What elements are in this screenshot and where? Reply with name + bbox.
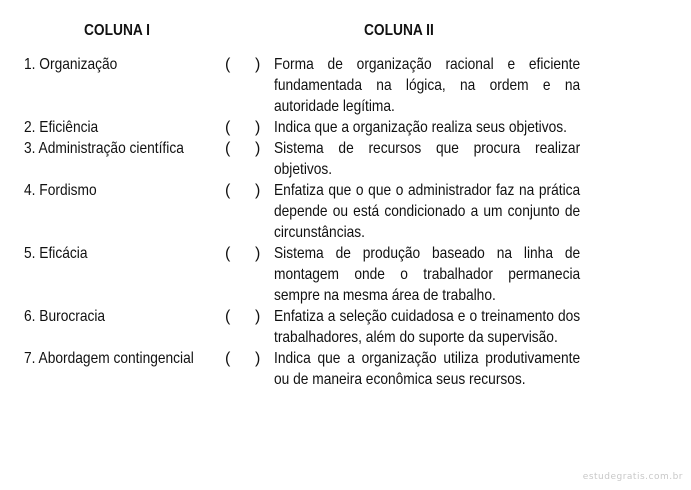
answer-blank-open: ( — [225, 245, 231, 262]
term-label: 6. Burocracia — [24, 308, 106, 325]
matching-row — [24, 138, 584, 180]
definition-text: Enfatiza que o que o administrador faz na prática depende ou está condicionado a um conjunto de circunstâncias. — [274, 182, 581, 241]
term-label: 5. Eficácia — [24, 245, 88, 262]
term-label: 1. Organização — [24, 56, 118, 73]
definition-text: Sistema de recursos que procura realizar objetivos. — [274, 140, 581, 178]
matching-row — [24, 306, 584, 348]
answer-blank-close: ) — [255, 182, 261, 199]
matching-row — [24, 348, 584, 390]
matching-row — [24, 117, 584, 138]
column-2-header: COLUNA II — [364, 22, 434, 39]
answer-blank-close: ) — [255, 308, 261, 325]
term-label: 2. Eficiência — [24, 119, 99, 136]
term-label: 3. Administração científica — [24, 140, 184, 157]
answer-blank-open: ( — [225, 308, 231, 325]
answer-blank-close: ) — [255, 140, 261, 157]
definition-text: Sistema de produção baseado na linha de montagem onde o trabalhador permanecia sempre na mesma área de trabalho. — [274, 245, 581, 304]
matching-row — [24, 243, 584, 306]
definition-text: Indica que a organização realiza seus objetivos. — [274, 119, 567, 136]
definition-text: Enfatiza a seleção cuidadosa e o treinamento dos trabalhadores, além do suporte da supervisão. — [274, 308, 581, 346]
answer-blank-open: ( — [225, 140, 231, 157]
column-1-header: COLUNA I — [84, 22, 150, 39]
answer-blank-open: ( — [225, 182, 231, 199]
answer-blank-open: ( — [225, 119, 231, 136]
answer-blank-close: ) — [255, 350, 261, 367]
answer-blank-close: ) — [255, 119, 261, 136]
answer-blank-close: ) — [255, 245, 261, 262]
term-label: 7. Abordagem contingencial — [24, 350, 194, 367]
matching-row — [24, 180, 584, 243]
matching-row — [24, 54, 584, 117]
answer-blank-open: ( — [225, 350, 231, 367]
term-label: 4. Fordismo — [24, 182, 97, 199]
answer-blank-close: ) — [255, 56, 261, 73]
definition-text: Indica que a organização utiliza produtivamente ou de maneira econômica seus recursos. — [274, 350, 581, 388]
answer-blank-open: ( — [225, 56, 231, 73]
matching-list — [24, 54, 584, 390]
watermark: estudegratis.com.br — [582, 472, 683, 482]
definition-text: Forma de organização racional e eficiente fundamentada na lógica, na ordem e na autoridade legítima. — [274, 56, 581, 115]
